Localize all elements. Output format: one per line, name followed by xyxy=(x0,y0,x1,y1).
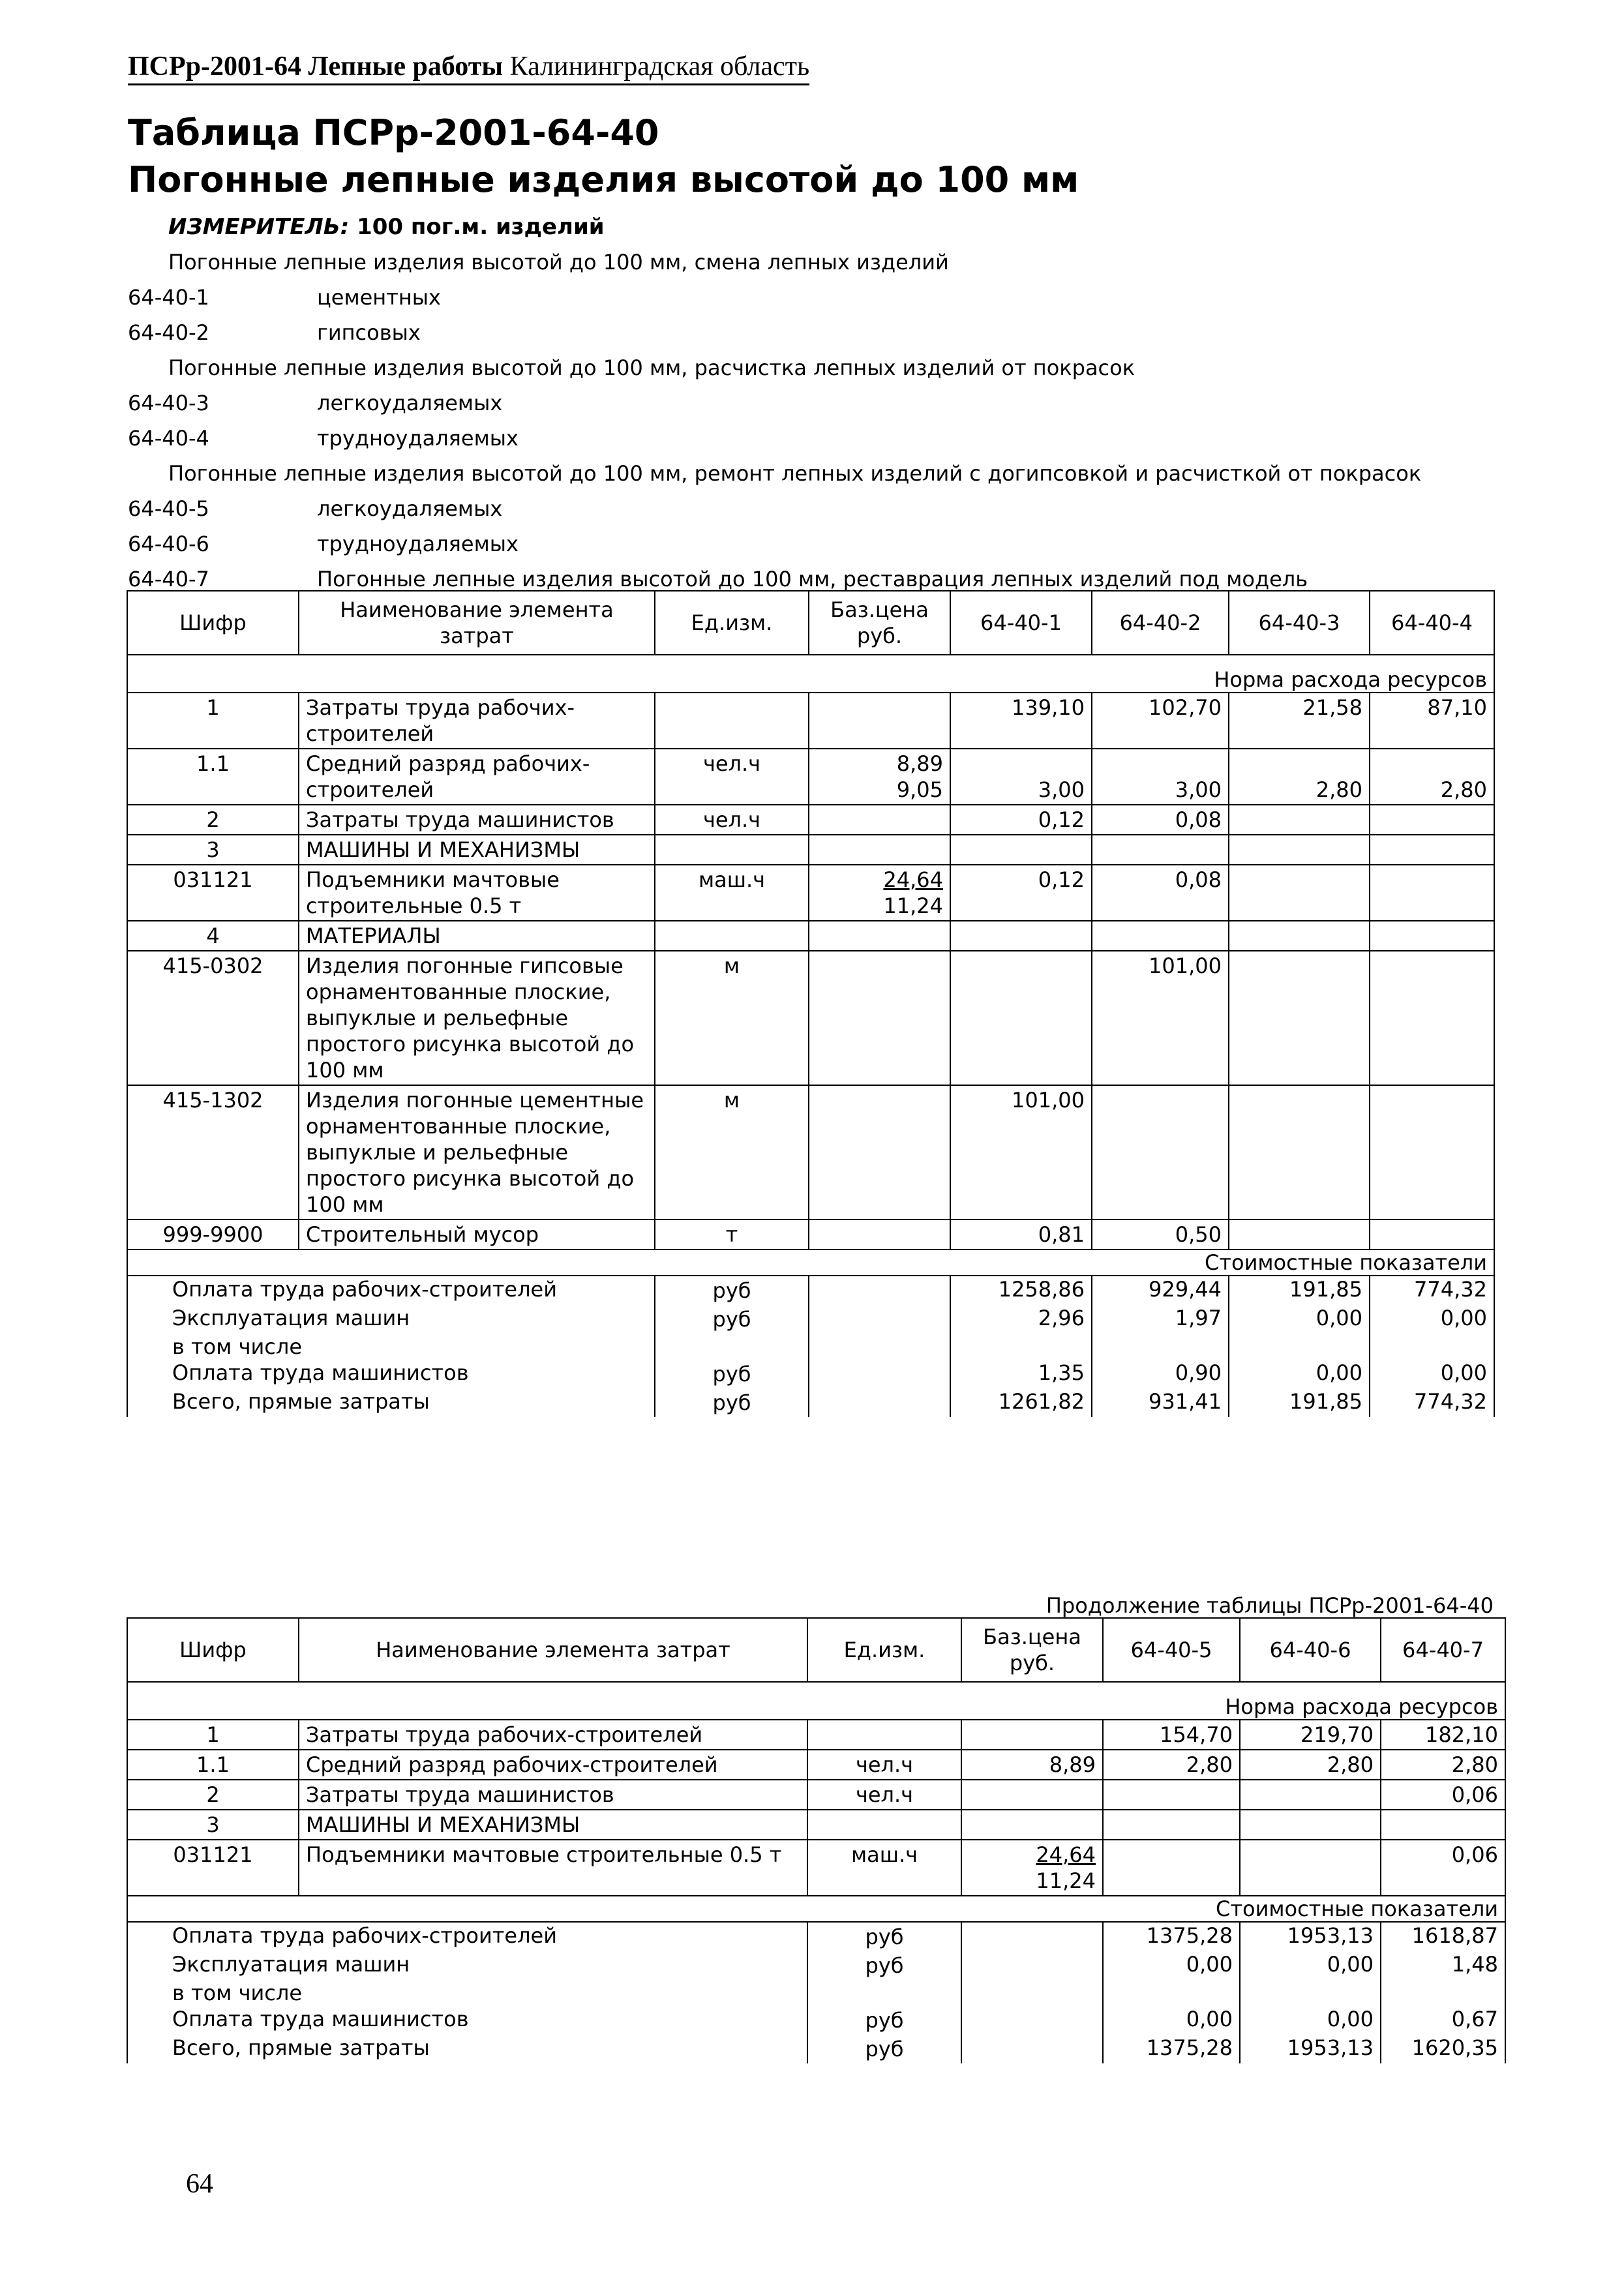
price-value: 24,64 xyxy=(1036,1842,1096,1867)
column-header: 64-40-3 xyxy=(1229,591,1370,655)
code-list-item xyxy=(128,421,1497,456)
row-value xyxy=(950,951,1092,1085)
row-value: 0,08 xyxy=(1092,865,1229,921)
row-price xyxy=(961,1750,1103,1780)
row-value: 2,80 xyxy=(1370,749,1494,805)
row-unit: чел.ч xyxy=(655,805,809,835)
row-name: Средний разряд рабочих-строителей xyxy=(299,1750,807,1780)
row-value: 154,70 xyxy=(1103,1720,1240,1750)
cost-unit: руб xyxy=(807,2035,961,2063)
cost-value xyxy=(950,1334,1092,1360)
row-code: 415-0302 xyxy=(127,951,299,1085)
resource-table-1 xyxy=(127,590,1495,1417)
empty-cell xyxy=(655,921,809,951)
page-number: 64 xyxy=(186,2169,213,2199)
empty-cell xyxy=(950,921,1092,951)
code-list-item xyxy=(128,526,1497,562)
cost-value: 0,00 xyxy=(1240,1951,1381,1980)
table-row xyxy=(127,1720,1505,1750)
row-code: 1.1 xyxy=(127,1750,299,1780)
spacer-row xyxy=(127,655,1494,667)
code-list-item xyxy=(128,315,1497,350)
column-header: Ед.изм. xyxy=(807,1618,961,1682)
cost-value: 0,00 xyxy=(1240,2006,1381,2035)
row-unit: чел.ч xyxy=(807,1780,961,1810)
table-row xyxy=(127,1750,1505,1780)
row-code: 031121 xyxy=(127,1840,299,1896)
empty-cell xyxy=(809,921,950,951)
cost-value xyxy=(1381,1980,1505,2006)
row-price xyxy=(961,1780,1103,1810)
cost-row xyxy=(127,1388,1494,1417)
cost-value: 0,00 xyxy=(1370,1360,1494,1388)
table-row xyxy=(127,865,1494,921)
row-unit xyxy=(807,1720,961,1750)
empty-cell xyxy=(961,2006,1103,2035)
table-row xyxy=(127,835,1494,865)
price-value: 8,89 xyxy=(896,751,943,776)
empty-cell xyxy=(1229,835,1370,865)
empty-cell xyxy=(1092,921,1229,951)
empty-cell xyxy=(809,1360,950,1388)
row-value: 2,80 xyxy=(1229,749,1370,805)
price-value-2: 11,24 xyxy=(1036,1868,1096,1893)
resource-table-2 xyxy=(127,1617,1506,2063)
row-value xyxy=(1103,1780,1240,1810)
code-group-heading: Погонные лепные изделия высотой до 100 мм, ремонт лепных изделий с догипсовкой и расчисткой от покрасок xyxy=(168,461,1422,486)
code-list xyxy=(128,245,1497,597)
row-value: 21,58 xyxy=(1229,693,1370,749)
empty-cell xyxy=(809,1305,950,1334)
row-value xyxy=(1240,1840,1381,1896)
section-row xyxy=(127,667,1494,693)
cost-row xyxy=(127,1951,1505,1980)
column-header: Баз.цена руб. xyxy=(961,1618,1103,1682)
cost-value: 191,85 xyxy=(1229,1276,1370,1305)
empty-cell xyxy=(809,835,950,865)
code-description: Погонные лепные изделия высотой до 100 мм, реставрация лепных изделий под модель xyxy=(317,567,1308,591)
cost-unit: руб xyxy=(655,1360,809,1388)
column-header: Наименование элемента затрат xyxy=(299,591,655,655)
code-description: легкоудаляемых xyxy=(317,496,503,521)
cost-value: 1375,28 xyxy=(1103,1922,1240,1951)
cost-value: 929,44 xyxy=(1092,1276,1229,1305)
code-list-item xyxy=(128,280,1497,315)
row-name: Строительный мусор xyxy=(299,1220,655,1250)
row-price xyxy=(809,865,950,921)
price-value-2: 9,05 xyxy=(896,777,943,802)
table-row xyxy=(127,1840,1505,1896)
cost-row xyxy=(127,1922,1505,1951)
row-unit: т xyxy=(655,1220,809,1250)
table-row xyxy=(127,921,1494,951)
empty-cell xyxy=(1240,1810,1381,1840)
row-value: 3,00 xyxy=(1092,749,1229,805)
row-unit xyxy=(655,693,809,749)
cost-value: 0,90 xyxy=(1092,1360,1229,1388)
column-header: 64-40-4 xyxy=(1370,591,1494,655)
row-value: 101,00 xyxy=(1092,951,1229,1085)
table-row xyxy=(127,1780,1505,1810)
running-header xyxy=(128,51,809,85)
code-number: 64-40-6 xyxy=(128,532,209,556)
code-list-item xyxy=(128,350,1497,385)
row-value xyxy=(1103,1840,1240,1896)
cost-name: Оплата труда машинистов xyxy=(127,1360,655,1388)
section-row xyxy=(127,1694,1505,1720)
section-cost-label: Стоимостные показатели xyxy=(127,1896,1505,1922)
empty-cell xyxy=(1370,835,1494,865)
column-header: 64-40-6 xyxy=(1240,1618,1381,1682)
row-name: МАШИНЫ И МЕХАНИЗМЫ xyxy=(299,835,655,865)
row-name: Изделия погонные гипсовые орнаментованные плоские, выпуклые и рельефные простого рисунка высотой до 100 мм xyxy=(299,951,655,1085)
cost-name: Всего, прямые затраты xyxy=(127,2035,807,2063)
row-value xyxy=(1370,1220,1494,1250)
code-list-item xyxy=(128,245,1497,280)
section-norm-label: Норма расхода ресурсов xyxy=(127,1694,1505,1720)
spacer-cell xyxy=(127,655,1494,667)
column-header: Шифр xyxy=(127,1618,299,1682)
row-value xyxy=(1370,865,1494,921)
empty-cell xyxy=(809,1276,950,1305)
column-header: Шифр xyxy=(127,591,299,655)
row-value xyxy=(1370,1085,1494,1220)
cost-unit: руб xyxy=(807,1922,961,1951)
spacer-cell xyxy=(127,1682,1505,1694)
code-number: 64-40-5 xyxy=(128,496,209,521)
row-value: 0,12 xyxy=(950,865,1092,921)
row-unit: м xyxy=(655,1085,809,1220)
code-number: 64-40-3 xyxy=(128,391,209,415)
header-row xyxy=(127,591,1494,655)
cost-row xyxy=(127,2006,1505,2035)
cost-value: 0,00 xyxy=(1103,2006,1240,2035)
row-price xyxy=(809,1085,950,1220)
cost-name: Оплата труда рабочих-строителей xyxy=(127,1276,655,1305)
cost-value: 0,00 xyxy=(1103,1951,1240,1980)
cost-value: 1620,35 xyxy=(1381,2035,1505,2063)
row-value: 2,80 xyxy=(1103,1750,1240,1780)
row-value xyxy=(1370,805,1494,835)
row-value: 2,80 xyxy=(1381,1750,1505,1780)
row-value: 102,70 xyxy=(1092,693,1229,749)
row-value xyxy=(1229,805,1370,835)
cost-value: 1258,86 xyxy=(950,1276,1092,1305)
row-price xyxy=(809,749,950,805)
cost-row xyxy=(127,2035,1505,2063)
row-value xyxy=(1240,1780,1381,1810)
cost-name: в том числе xyxy=(127,1980,807,2006)
table-row xyxy=(127,1085,1494,1220)
cost-value xyxy=(1103,1980,1240,2006)
code-description: гипсовых xyxy=(317,320,421,345)
code-group-heading: Погонные лепные изделия высотой до 100 мм, расчистка лепных изделий от покрасок xyxy=(168,355,1135,380)
row-code: 4 xyxy=(127,921,299,951)
column-header: 64-40-5 xyxy=(1103,1618,1240,1682)
section-norm-label: Норма расхода ресурсов xyxy=(127,667,1494,693)
code-description: трудноудаляемых xyxy=(317,532,519,556)
row-price xyxy=(809,951,950,1085)
empty-cell xyxy=(961,1951,1103,1980)
row-name: Подъемники мачтовые строительные 0.5 т xyxy=(299,865,655,921)
empty-cell xyxy=(950,835,1092,865)
cost-value: 1,97 xyxy=(1092,1305,1229,1334)
cost-unit xyxy=(807,1980,961,2006)
empty-cell xyxy=(1092,835,1229,865)
price-value-2: 11,24 xyxy=(883,893,943,918)
cost-value: 774,32 xyxy=(1370,1276,1494,1305)
row-value: 0,50 xyxy=(1092,1220,1229,1250)
price-value: 24,64 xyxy=(883,867,943,892)
cost-row xyxy=(127,1360,1494,1388)
cost-value: 0,00 xyxy=(1370,1305,1494,1334)
cost-name: Эксплуатация машин xyxy=(127,1951,807,1980)
empty-cell xyxy=(1370,921,1494,951)
column-header: Ед.изм. xyxy=(655,591,809,655)
cost-value: 931,41 xyxy=(1092,1388,1229,1417)
empty-cell xyxy=(809,1334,950,1360)
header-code: ПСРр-2001-64 xyxy=(128,52,301,82)
row-name: Затраты труда рабочих-строителей xyxy=(299,1720,807,1750)
row-unit: маш.ч xyxy=(655,865,809,921)
row-value: 3,00 xyxy=(950,749,1092,805)
column-header: Наименование элемента затрат xyxy=(299,1618,807,1682)
empty-cell xyxy=(807,1810,961,1840)
code-number: 64-40-1 xyxy=(128,285,209,310)
cost-name: Эксплуатация машин xyxy=(127,1305,655,1334)
cost-value: 1953,13 xyxy=(1240,1922,1381,1951)
section-cost-label: Стоимостные показатели xyxy=(127,1250,1494,1276)
cost-unit: руб xyxy=(807,2006,961,2035)
header-row xyxy=(127,1618,1505,1682)
continuation-note: Продолжение таблицы ПСРр-2001-64-40 xyxy=(1045,1593,1494,1618)
meter-value: 100 пог.м. изделий xyxy=(357,214,605,240)
empty-cell xyxy=(961,1922,1103,1951)
code-description: трудноудаляемых xyxy=(317,426,519,451)
row-code: 1 xyxy=(127,693,299,749)
row-price xyxy=(809,805,950,835)
row-value: 0,06 xyxy=(1381,1780,1505,1810)
row-code: 2 xyxy=(127,805,299,835)
row-value: 139,10 xyxy=(950,693,1092,749)
row-value: 219,70 xyxy=(1240,1720,1381,1750)
row-value xyxy=(1370,951,1494,1085)
row-price xyxy=(961,1840,1103,1896)
header-region: Калининградская область xyxy=(509,52,810,82)
table-row xyxy=(127,1220,1494,1250)
row-value: 87,10 xyxy=(1370,693,1494,749)
cost-name: Всего, прямые затраты xyxy=(127,1388,655,1417)
section-row xyxy=(127,1250,1494,1276)
row-code: 1.1 xyxy=(127,749,299,805)
empty-cell xyxy=(1229,921,1370,951)
cost-row xyxy=(127,1276,1494,1305)
empty-cell xyxy=(655,835,809,865)
cost-row xyxy=(127,1334,1494,1360)
empty-cell xyxy=(961,1980,1103,2006)
row-name: Изделия погонные цементные орнаментованные плоские, выпуклые и рельефные простого рисунка высотой до 100 мм xyxy=(299,1085,655,1220)
cost-name: Оплата труда машинистов xyxy=(127,2006,807,2035)
column-header: 64-40-7 xyxy=(1381,1618,1505,1682)
cost-value: 2,96 xyxy=(950,1305,1092,1334)
section-row xyxy=(127,1896,1505,1922)
cost-value xyxy=(1240,1980,1381,2006)
cost-value: 1953,13 xyxy=(1240,2035,1381,2063)
row-name: МАШИНЫ И МЕХАНИЗМЫ xyxy=(299,1810,807,1840)
row-value xyxy=(1229,1085,1370,1220)
row-value: 0,81 xyxy=(950,1220,1092,1250)
row-name: МАТЕРИАЛЫ xyxy=(299,921,655,951)
table-subtitle: Погонные лепные изделия высотой до 100 мм xyxy=(128,159,1079,200)
row-unit: чел.ч xyxy=(655,749,809,805)
header-section: Лепные работы xyxy=(308,52,504,82)
cost-value: 1,48 xyxy=(1381,1951,1505,1980)
code-number: 64-40-4 xyxy=(128,426,209,451)
column-header: 64-40-2 xyxy=(1092,591,1229,655)
cost-row xyxy=(127,1980,1505,2006)
cost-name: Оплата труда рабочих-строителей xyxy=(127,1922,807,1951)
row-code: 2 xyxy=(127,1780,299,1810)
code-list-item xyxy=(128,456,1497,491)
meter-label: ИЗМЕРИТЕЛЬ: xyxy=(168,214,350,240)
code-group-heading: Погонные лепные изделия высотой до 100 мм, смена лепных изделий xyxy=(168,250,949,275)
row-unit: м xyxy=(655,951,809,1085)
code-number: 64-40-2 xyxy=(128,320,209,345)
cost-value: 191,85 xyxy=(1229,1388,1370,1417)
cost-value: 0,00 xyxy=(1229,1360,1370,1388)
cost-value xyxy=(1229,1334,1370,1360)
empty-cell xyxy=(1381,1810,1505,1840)
row-value: 101,00 xyxy=(950,1085,1092,1220)
row-code: 3 xyxy=(127,1810,299,1840)
row-value xyxy=(1229,1220,1370,1250)
row-code: 3 xyxy=(127,835,299,865)
row-value: 0,08 xyxy=(1092,805,1229,835)
table-row xyxy=(127,693,1494,749)
empty-cell xyxy=(809,1388,950,1417)
row-value: 0,06 xyxy=(1381,1840,1505,1896)
row-code: 1 xyxy=(127,1720,299,1750)
row-name: Средний разряд рабочих-строителей xyxy=(299,749,655,805)
cost-unit xyxy=(655,1334,809,1360)
table-row xyxy=(127,749,1494,805)
cost-value: 1618,87 xyxy=(1381,1922,1505,1951)
meter-line xyxy=(168,214,605,240)
row-value xyxy=(1092,1085,1229,1220)
cost-unit: руб xyxy=(655,1388,809,1417)
cost-value: 1,35 xyxy=(950,1360,1092,1388)
empty-cell xyxy=(961,2035,1103,2063)
row-value xyxy=(1229,865,1370,921)
code-description: легкоудаляемых xyxy=(317,391,503,415)
cost-unit: руб xyxy=(655,1276,809,1305)
cost-value: 774,32 xyxy=(1370,1388,1494,1417)
cost-unit: руб xyxy=(655,1305,809,1334)
cost-value: 0,67 xyxy=(1381,2006,1505,2035)
cost-value: 1261,82 xyxy=(950,1388,1092,1417)
cost-value: 1375,28 xyxy=(1103,2035,1240,2063)
column-header: Баз.цена руб. xyxy=(809,591,950,655)
table-row xyxy=(127,805,1494,835)
price-value: 8,89 xyxy=(1049,1752,1096,1777)
code-list-item xyxy=(128,385,1497,421)
row-name: Подъемники мачтовые строительные 0.5 т xyxy=(299,1840,807,1896)
row-value: 0,12 xyxy=(950,805,1092,835)
cost-name: в том числе xyxy=(127,1334,655,1360)
row-name: Затраты труда рабочих-строителей xyxy=(299,693,655,749)
cost-value xyxy=(1092,1334,1229,1360)
row-code: 999-9900 xyxy=(127,1220,299,1250)
row-code: 031121 xyxy=(127,865,299,921)
row-unit: маш.ч xyxy=(807,1840,961,1896)
code-number: 64-40-7 xyxy=(128,567,209,591)
row-name: Затраты труда машинистов xyxy=(299,805,655,835)
row-code: 415-1302 xyxy=(127,1085,299,1220)
spacer-row xyxy=(127,1682,1505,1694)
row-price xyxy=(809,693,950,749)
row-name: Затраты труда машинистов xyxy=(299,1780,807,1810)
row-price xyxy=(809,1220,950,1250)
code-description: цементных xyxy=(317,285,441,310)
code-list-item xyxy=(128,491,1497,526)
row-value: 182,10 xyxy=(1381,1720,1505,1750)
table-row xyxy=(127,1810,1505,1840)
cost-value xyxy=(1370,1334,1494,1360)
row-price xyxy=(961,1720,1103,1750)
row-value: 2,80 xyxy=(1240,1750,1381,1780)
cost-value: 0,00 xyxy=(1229,1305,1370,1334)
empty-cell xyxy=(961,1810,1103,1840)
column-header: 64-40-1 xyxy=(950,591,1092,655)
table-row xyxy=(127,951,1494,1085)
row-unit: чел.ч xyxy=(807,1750,961,1780)
row-value xyxy=(1229,951,1370,1085)
table-title: Таблица ПСРр-2001-64-40 xyxy=(128,112,659,153)
cost-row xyxy=(127,1305,1494,1334)
empty-cell xyxy=(1103,1810,1240,1840)
cost-unit: руб xyxy=(807,1951,961,1980)
